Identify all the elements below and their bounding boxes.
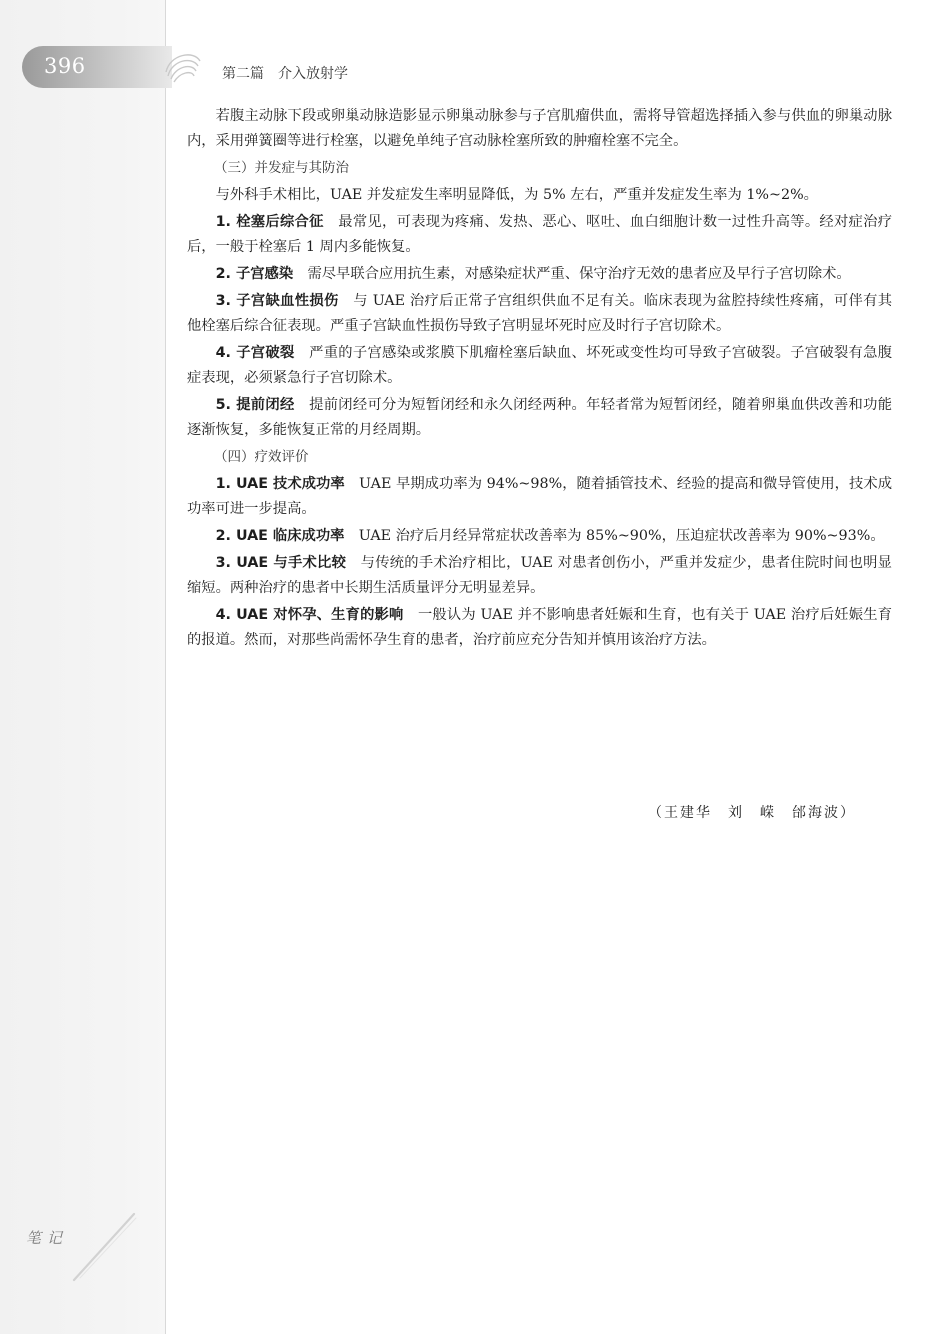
paragraph-complication-rate [187,183,892,208]
item-text: UAE 早期成功率为 94%~98%，随着插管技术、经验的提高和微导管使用，技术成功率可进一步提高。 [187,476,892,517]
margin-notes-band [0,0,165,1334]
page-number: 396 [44,54,86,78]
swirl-ornament-icon [162,46,204,88]
item-heading: 3. UAE 与手术比较 [215,555,347,571]
pen-stroke-icon [70,1208,140,1283]
item-text: 一般认为 UAE 并不影响患者妊娠和生育，也有关于 UAE 治疗后妊娠生育的报道。然而，对那些尚需怀孕生育的患者，治疗前应充分告知并慎用该治疗方法。 [187,607,892,648]
header-section-title: 第二篇 介入放射学 [222,66,348,82]
item-text: 严重的子宫感染或浆膜下肌瘤栓塞后缺血、坏死或变性均可导致子宫破裂。子宫破裂有急腹症表现，必须紧急行子宫切除术。 [187,345,892,386]
item-heading: 1. 栓塞后综合征 [215,214,324,230]
notes-label: 笔记 [26,1229,69,1247]
section-heading-efficacy [187,445,892,470]
item-pregnancy-effect [187,603,892,653]
body-text [187,104,892,655]
item-text: 提前闭经可分为短暂闭经和永久闭经两种。年轻者常为短暂闭经，随着卵巢血供改善和功能逐渐恢复，多能恢复正常的月经周期。 [187,397,892,438]
item-heading: 4. 子宫破裂 [215,345,295,361]
item-heading: 4. UAE 对怀孕、生育的影响 [215,607,404,623]
paragraph-text: 与外科手术相比，UAE 并发症发生率明显降低，为 5% 左右，严重并发症发生率为 1%~2%。 [215,187,818,203]
section-heading-complications [187,156,892,181]
item-early-amenorrhea [187,393,892,443]
item-text: 与传统的手术治疗相比，UAE 对患者创伤小，严重并发症少，患者住院时间也明显缩短。两种治疗的患者中长期生活质量评分无明显差异。 [187,555,892,596]
item-text: 需尽早联合应用抗生素，对感染症状严重、保守治疗无效的患者应及早行子宫切除术。 [307,266,851,282]
item-text: UAE 治疗后月经异常症状改善率为 85%~90%，压迫症状改善率为 90%~93%。 [358,528,885,544]
item-technical-success [187,472,892,522]
item-uterine-rupture [187,341,892,391]
item-heading: 2. UAE 临床成功率 [215,528,345,544]
item-surgery-comparison [187,551,892,601]
item-ischemic-injury [187,289,892,339]
author-credits: （王建华 刘 嵘 邰海波） [648,805,856,821]
item-heading: 3. 子宫缺血性损伤 [215,293,339,309]
item-clinical-success [187,524,892,549]
section-heading-text: （四）疗效评价 [214,449,309,465]
paragraph-ovarian-artery [187,104,892,154]
item-postembolization-syndrome [187,210,892,260]
item-heading: 2. 子宫感染 [215,266,294,282]
margin-divider [165,0,166,1334]
paragraph-text: 若腹主动脉下段或卵巢动脉造影显示卵巢动脉参与子宫肌瘤供血，需将导管超选择插入参与供血的卵巢动脉内，采用弹簧圈等进行栓塞，以避免单纯子宫动脉栓塞所致的肿瘤栓塞不完全。 [187,108,892,149]
item-heading: 5. 提前闭经 [215,397,295,413]
item-heading: 1. UAE 技术成功率 [215,476,345,492]
section-heading-text: （三）并发症与其防治 [214,160,349,176]
item-text: 最常见，可表现为疼痛、发热、恶心、呕吐、血白细胞计数一过性升高等。经对症治疗后，一般于栓塞后 1 周内多能恢复。 [187,214,893,255]
item-uterine-infection [187,262,892,287]
item-text: 与 UAE 治疗后正常子宫组织供血不足有关。临床表现为盆腔持续性疼痛，可伴有其他栓塞后综合征表现。严重子宫缺血性损伤导致子宫明显坏死时应及时行子宫切除术。 [187,293,892,334]
